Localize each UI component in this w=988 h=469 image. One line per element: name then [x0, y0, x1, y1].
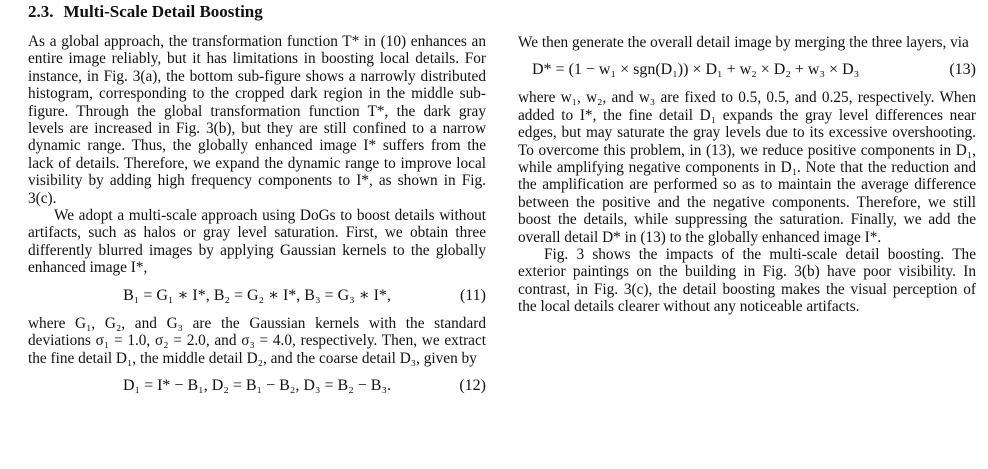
equation-12 [28, 367, 486, 405]
section-number: 2.3. [28, 2, 54, 21]
left-paragraph-3: where G₁, G₂, and G₃ are the Gaussian kernels with the standard deviations σ₁ = 1.0, σ₂ = 2.0, and σ₃ = 4.0, respectively. Then, we extract the fine detail D₁, the middle detail D₂, and the coarse detail D₃, given by [28, 314, 486, 367]
equation-13-tag: (13) [949, 61, 976, 79]
section-heading [28, 2, 263, 22]
left-paragraph-2: We adopt a multi-scale approach using DoGs to boost details without artifacts, such as halos or gray level saturation. First, we obtain three differently blurred images by applying Gaussian kernels to the globally enhanced image I*, [28, 207, 486, 277]
right-column [518, 34, 976, 316]
section-title: Multi-Scale Detail Boosting [63, 2, 263, 21]
equation-11-tag: (11) [459, 286, 486, 304]
right-paragraph-2: where w₁, w₂, and w₃ are fixed to 0.5, 0.5, and 0.25, respectively. When added to I*, the fine detail D₁ expands the gray level differences near edges, but may saturate the gray levels due to its excessive overshooting. To overcome this problem, in (13), we reduce positive components in D₁, while amplifying negative components in D₁. Note that the reduction and the amplification are performed so as to maintain the average difference between the positive and the negative components. Therefore, we still boost the details, while suppressing the saturation. Finally, we add the overall detail D* in (13) to the globally enhanced image I*. [518, 89, 976, 246]
right-paragraph-3: Fig. 3 shows the impacts of the multi-scale detail boosting. The exterior paintings on the building in Fig. 3(b) have poor visibility. In contrast, in Fig. 3(c), the detail boosting makes the visual perception of the local details clearer without any noticeable artifacts. [518, 246, 976, 316]
equation-12-body: D₁ = I* − B₁, D₂ = B₁ − B₂, D₃ = B₂ − B₃. [122, 376, 392, 394]
equation-11-body: B₁ = G₁ ∗ I*, B₂ = G₂ ∗ I*, B₃ = G₃ ∗ I*, [123, 286, 391, 304]
equation-13-body: D* = (1 − w₁ × sgn(D₁)) × D₁ + w₂ × D₂ + w₃ × D₃ [532, 61, 860, 79]
equation-11 [28, 277, 486, 315]
left-column [28, 33, 486, 405]
equation-13 [518, 51, 976, 89]
equation-12-tag: (12) [459, 376, 486, 394]
left-paragraph-1: As a global approach, the transformation function T* in (10) enhances an entire image reliably, but it has limitations in boosting local details. For instance, in Fig. 3(a), the bottom sub-figure shows a narrowly distributed histogram, corresponding to the cropped dark region in the middle sub-figure. Through the global transformation function T*, the dark gray levels are increased in Fig. 3(b), but they are still confined to a narrow dynamic range. Thus, the globally enhanced image I* suffers from the lack of details. Therefore, we expand the dynamic range to improve local visibility by adding high frequency components to I*, as shown in Fig. 3(c). [28, 33, 486, 207]
right-paragraph-1: We then generate the overall detail image by merging the three layers, via [518, 34, 969, 51]
